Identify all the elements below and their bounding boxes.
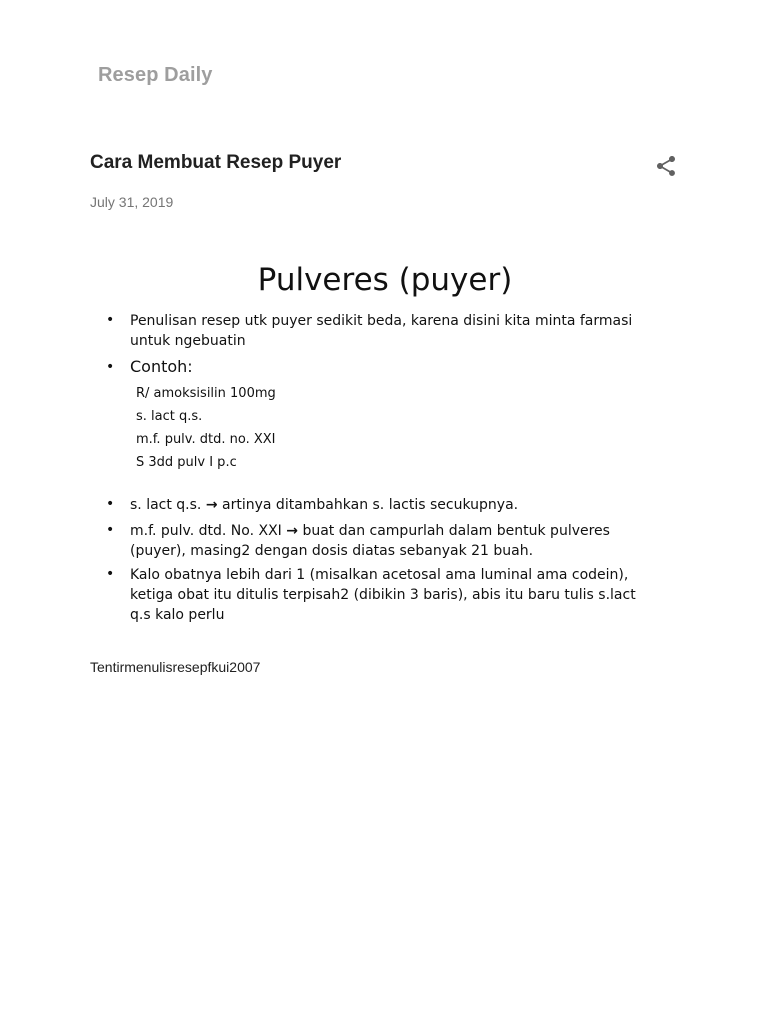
bullet-item: Kalo obatnya lebih dari 1 (misalkan acetosal ama luminal ama codein), ketiga obat itu ditulis terpisah2 (dibikin 3 baris), abis itu baru tulis s.lact q.s kalo perlu bbox=[130, 567, 636, 623]
bullet-item bbox=[130, 495, 675, 515]
prescription-line: s. lact q.s. bbox=[136, 409, 203, 424]
image-attribution: Tentirmenulisresepfkui2007 bbox=[90, 659, 261, 675]
bullet-marker: • bbox=[106, 359, 115, 375]
bullet-item-text: s. lact q.s. bbox=[130, 497, 206, 513]
post-title: Cara Membuat Resep Puyer bbox=[90, 152, 342, 173]
arrow-icon: → bbox=[286, 523, 298, 539]
post-date: July 31, 2019 bbox=[90, 194, 174, 210]
share-button[interactable] bbox=[654, 154, 678, 178]
bullet-item-text: m.f. pulv. dtd. No. XXI bbox=[130, 523, 287, 539]
slide-image bbox=[90, 248, 680, 638]
share-icon bbox=[654, 154, 678, 178]
bullet-marker: • bbox=[106, 312, 115, 328]
site-title[interactable]: Resep Daily bbox=[98, 64, 213, 86]
bullet-item-text: buat dan campurlah dalam bentuk pulveres bbox=[298, 523, 610, 539]
bullet-item-text: artinya ditambahkan s. lactis secukupnya. bbox=[217, 497, 519, 513]
prescription-line: m.f. pulv. dtd. no. XXI bbox=[136, 432, 276, 447]
arrow-icon: → bbox=[205, 497, 218, 513]
bullet-marker: • bbox=[106, 566, 115, 582]
bullet-marker: • bbox=[106, 522, 115, 538]
slide-heading: Pulveres (puyer) bbox=[257, 262, 513, 298]
bullet-item: Penulisan resep utk puyer sedikit beda, karena disini kita minta farmasi untuk ngebuatin bbox=[130, 313, 633, 349]
bullet-marker: • bbox=[106, 496, 115, 512]
prescription-example bbox=[136, 382, 276, 474]
bullet-item-text: (puyer), masing2 dengan dosis diatas sebanyak 21 buah. bbox=[130, 543, 534, 559]
prescription-line: S 3dd pulv I p.c bbox=[136, 455, 237, 470]
prescription-line: R/ amoksisilin 100mg bbox=[136, 386, 276, 401]
bullet-item bbox=[130, 521, 675, 561]
bullet-item: Contoh: bbox=[130, 357, 193, 376]
